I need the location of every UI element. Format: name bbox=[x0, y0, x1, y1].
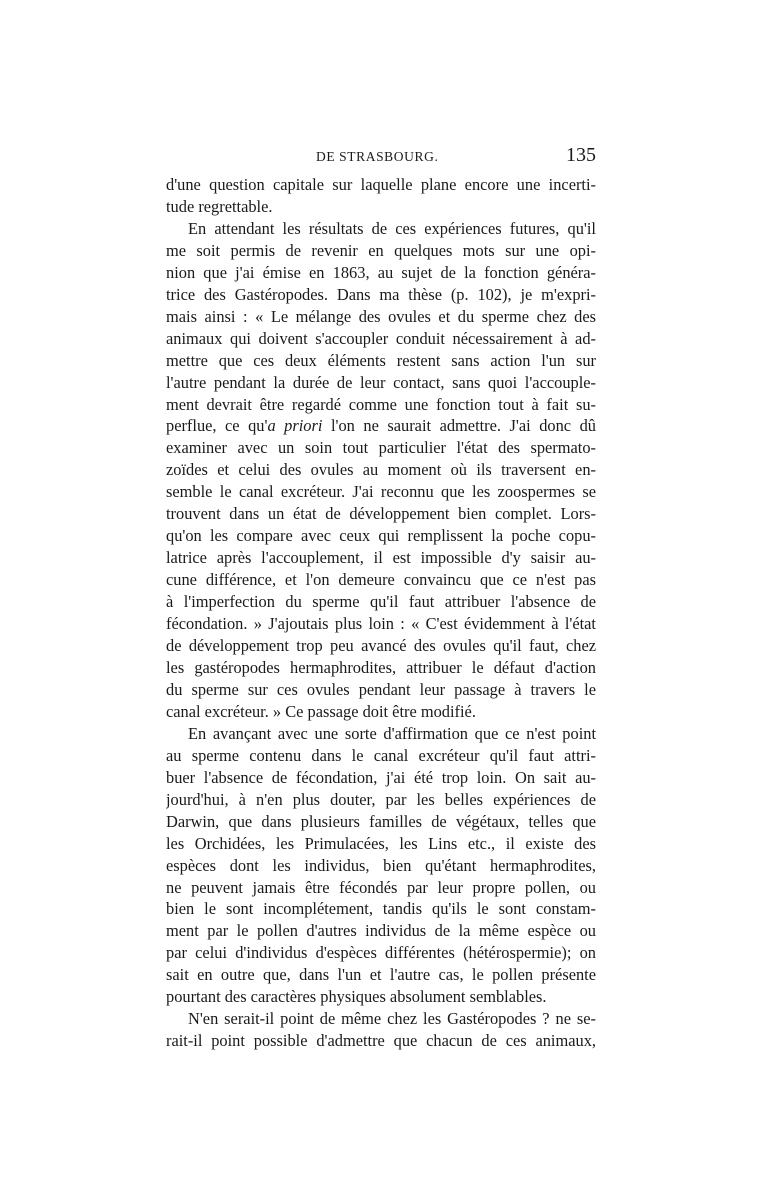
text-line: à l'imperfection du sperme qu'il faut attribuer l'absence de bbox=[166, 592, 596, 612]
text-segment: l'on ne saurait admettre. J'ai donc dû bbox=[322, 416, 596, 436]
text-line: espèces dont les individus, bien qu'étant hermaphrodites, bbox=[166, 855, 596, 875]
text-line: mettre que ces deux éléments restent sans action l'un sur bbox=[166, 350, 596, 370]
text-line: buer l'absence de fécondation, j'ai été trop loin. On sait au- bbox=[166, 767, 596, 787]
text-line: mais ainsi : « Le mélange des ovules et du sperme chez des bbox=[166, 306, 596, 326]
text-line: d'une question capitale sur laquelle plane encore une incerti- bbox=[166, 175, 596, 194]
text-line: de développement trop peu avancé des ovules qu'il faut, chez bbox=[166, 636, 596, 656]
text-line: les gastéropodes hermaphrodites, attribuer le défaut d'action bbox=[166, 657, 596, 677]
text-line: l'autre pendant la durée de leur contact, sans quoi l'accouple- bbox=[166, 372, 596, 392]
text-line: sait en outre que, dans l'un et l'autre cas, le pollen présente bbox=[166, 965, 596, 985]
text-line: jourd'hui, à n'en plus douter, par les belles expériences de bbox=[166, 789, 596, 809]
text-line: les Orchidées, les Primulacées, les Lins etc., il existe des bbox=[166, 833, 596, 853]
text-line: canal excréteur. » Ce passage doit être modifié. bbox=[166, 701, 476, 721]
text-line: par celui d'individus d'espèces différentes (hétérospermie); on bbox=[166, 943, 596, 963]
text-line: cune différence, et l'on demeure convaincu que ce n'est pas bbox=[166, 570, 596, 590]
text-line: latrice après l'accouplement, il est impossible d'y saisir au- bbox=[166, 548, 596, 568]
text-line: trouvent dans un état de développement bien complet. Lors- bbox=[166, 504, 596, 524]
italic-phrase: a priori bbox=[267, 416, 323, 436]
text-line: qu'on les compare avec ceux qui remplissent la poche copu- bbox=[166, 526, 596, 546]
text-line: bien le sont incomplétement, tandis qu'ils le sont constam- bbox=[166, 899, 596, 919]
text-line: Darwin, que dans plusieurs familles de végétaux, telles que bbox=[166, 811, 596, 831]
page-number: 135 bbox=[566, 144, 596, 166]
text-line: nion que j'ai émise en 1863, au sujet de la fonction généra- bbox=[166, 262, 596, 282]
text-line: animaux qui doivent s'accoupler conduit nécessairement à ad- bbox=[166, 328, 596, 348]
text-line: examiner avec un soin tout particulier l'état des spermato- bbox=[166, 438, 596, 458]
text-line: En avançant avec une sorte d'affirmation que ce n'est point bbox=[188, 723, 596, 743]
text-line: N'en serait-il point de même chez les Gastéropodes ? ne se- bbox=[188, 1009, 596, 1029]
text-line: me soit permis de revenir en quelques mots sur une opi- bbox=[166, 240, 596, 260]
text-line bbox=[166, 415, 596, 437]
running-head bbox=[166, 144, 600, 174]
text-line: ment par le pollen d'autres individus de la même espèce ou bbox=[166, 921, 596, 941]
text-line: pourtant des caractères physiques absolument semblables. bbox=[166, 987, 547, 1007]
text-line: ment devrait être regardé comme une fonction tout à fait su- bbox=[166, 394, 596, 414]
body-text bbox=[166, 174, 596, 1052]
text-line: tude regrettable. bbox=[166, 196, 273, 216]
text-line: du sperme sur ces ovules pendant leur passage à travers le bbox=[166, 679, 596, 699]
text-line: semble le canal excréteur. J'ai reconnu que les zoospermes se bbox=[166, 482, 596, 502]
text-segment: perflue, ce qu' bbox=[166, 416, 268, 436]
text-line: fécondation. » J'ajoutais plus loin : « C'est évidemment à l'état bbox=[166, 614, 596, 634]
text-line: rait-il point possible d'admettre que chacun de ces animaux, bbox=[166, 1031, 596, 1051]
text-line: trice des Gastéropodes. Dans ma thèse (p. 102), je m'expri- bbox=[166, 284, 596, 304]
running-title: DE STRASBOURG. bbox=[316, 149, 439, 164]
text-line: au sperme contenu dans le canal excréteur qu'il faut attri- bbox=[166, 745, 596, 765]
text-line: ne peuvent jamais être fécondés par leur propre pollen, ou bbox=[166, 877, 596, 897]
text-line: zoïdes et celui des ovules au moment où ils traversent en- bbox=[166, 460, 596, 480]
text-line: En attendant les résultats de ces expériences futures, qu'il bbox=[188, 218, 596, 238]
